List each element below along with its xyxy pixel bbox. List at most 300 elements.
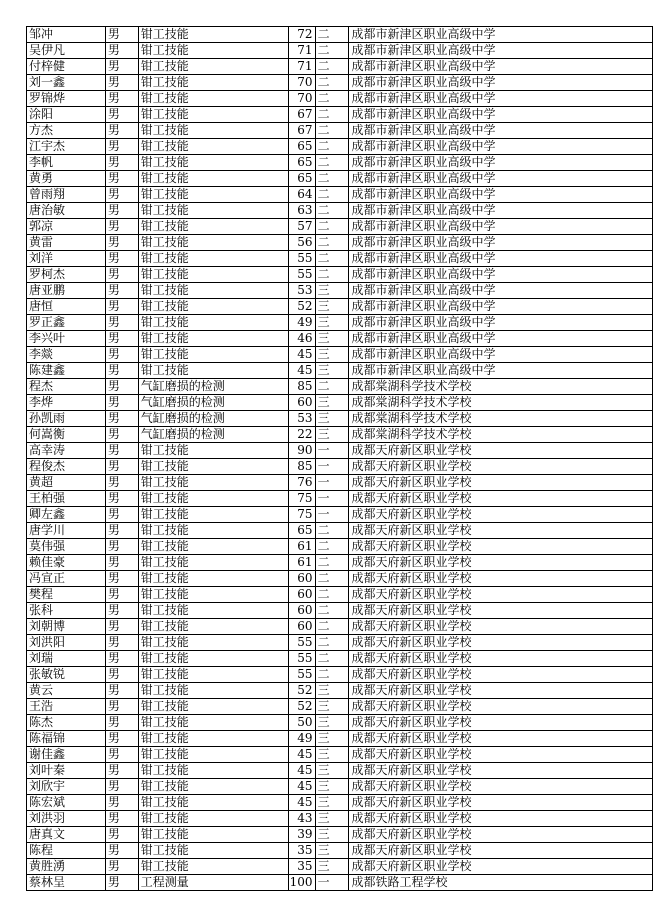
event-cell: 钳工技能 — [138, 571, 288, 587]
award-cell: 三 — [315, 715, 349, 731]
gender-cell: 男 — [105, 43, 138, 59]
event-cell: 钳工技能 — [138, 299, 288, 315]
award-cell: 二 — [315, 123, 349, 139]
table-row — [27, 139, 653, 155]
gender-cell: 男 — [105, 411, 138, 427]
school-cell: 成都天府新区职业学校 — [349, 475, 653, 491]
event-cell: 钳工技能 — [138, 827, 288, 843]
name-cell: 罗柯杰 — [27, 267, 106, 283]
table-row — [27, 203, 653, 219]
event-cell: 钳工技能 — [138, 91, 288, 107]
name-cell: 何嵩衡 — [27, 427, 106, 443]
gender-cell: 男 — [105, 475, 138, 491]
score-cell: 75 — [288, 491, 315, 507]
event-cell: 钳工技能 — [138, 507, 288, 523]
gender-cell: 男 — [105, 843, 138, 859]
score-cell: 43 — [288, 811, 315, 827]
school-cell: 成都市新津区职业高级中学 — [349, 347, 653, 363]
name-cell: 刘洪羽 — [27, 811, 106, 827]
name-cell: 刘洪阳 — [27, 635, 106, 651]
score-cell: 61 — [288, 555, 315, 571]
name-cell: 刘叶秦 — [27, 763, 106, 779]
gender-cell: 男 — [105, 651, 138, 667]
name-cell: 邹冲 — [27, 27, 106, 43]
gender-cell: 男 — [105, 155, 138, 171]
gender-cell: 男 — [105, 171, 138, 187]
name-cell: 王浩 — [27, 699, 106, 715]
table-row — [27, 411, 653, 427]
name-cell: 罗正鑫 — [27, 315, 106, 331]
award-cell: 三 — [315, 299, 349, 315]
gender-cell: 男 — [105, 91, 138, 107]
table-row — [27, 763, 653, 779]
event-cell: 钳工技能 — [138, 603, 288, 619]
score-cell: 50 — [288, 715, 315, 731]
score-cell: 64 — [288, 187, 315, 203]
gender-cell: 男 — [105, 299, 138, 315]
school-cell: 成都天府新区职业学校 — [349, 635, 653, 651]
table-row — [27, 107, 653, 123]
event-cell: 钳工技能 — [138, 619, 288, 635]
event-cell: 钳工技能 — [138, 523, 288, 539]
event-cell: 钳工技能 — [138, 555, 288, 571]
event-cell: 钳工技能 — [138, 235, 288, 251]
gender-cell: 男 — [105, 203, 138, 219]
award-cell: 三 — [315, 747, 349, 763]
table-row — [27, 59, 653, 75]
award-cell: 三 — [315, 427, 349, 443]
table-row — [27, 635, 653, 651]
score-cell: 75 — [288, 507, 315, 523]
score-cell: 71 — [288, 59, 315, 75]
gender-cell: 男 — [105, 539, 138, 555]
name-cell: 黄雷 — [27, 235, 106, 251]
gender-cell: 男 — [105, 507, 138, 523]
event-cell: 钳工技能 — [138, 123, 288, 139]
score-cell: 61 — [288, 539, 315, 555]
name-cell: 曾雨翔 — [27, 187, 106, 203]
score-cell: 46 — [288, 331, 315, 347]
event-cell: 钳工技能 — [138, 635, 288, 651]
award-cell: 二 — [315, 75, 349, 91]
event-cell: 钳工技能 — [138, 715, 288, 731]
score-cell: 35 — [288, 859, 315, 875]
gender-cell: 男 — [105, 363, 138, 379]
award-cell: 三 — [315, 363, 349, 379]
score-cell: 49 — [288, 731, 315, 747]
name-cell: 涂阳 — [27, 107, 106, 123]
name-cell: 冯宣正 — [27, 571, 106, 587]
event-cell: 钳工技能 — [138, 267, 288, 283]
award-cell: 二 — [315, 587, 349, 603]
gender-cell: 男 — [105, 443, 138, 459]
event-cell: 钳工技能 — [138, 491, 288, 507]
table-row — [27, 811, 653, 827]
school-cell: 成都天府新区职业学校 — [349, 763, 653, 779]
table-row — [27, 427, 653, 443]
award-cell: 三 — [315, 347, 349, 363]
table-row — [27, 43, 653, 59]
event-cell: 钳工技能 — [138, 811, 288, 827]
score-cell: 56 — [288, 235, 315, 251]
name-cell: 黄胜湧 — [27, 859, 106, 875]
gender-cell: 男 — [105, 635, 138, 651]
table-row — [27, 539, 653, 555]
gender-cell: 男 — [105, 427, 138, 443]
gender-cell: 男 — [105, 523, 138, 539]
gender-cell: 男 — [105, 827, 138, 843]
name-cell: 陈宏斌 — [27, 795, 106, 811]
gender-cell: 男 — [105, 859, 138, 875]
event-cell: 钳工技能 — [138, 763, 288, 779]
award-cell: 二 — [315, 107, 349, 123]
event-cell: 钳工技能 — [138, 347, 288, 363]
school-cell: 成都天府新区职业学校 — [349, 539, 653, 555]
table-row — [27, 91, 653, 107]
score-cell: 70 — [288, 91, 315, 107]
name-cell: 陈建鑫 — [27, 363, 106, 379]
school-cell: 成都天府新区职业学校 — [349, 667, 653, 683]
award-cell: 二 — [315, 619, 349, 635]
score-cell: 45 — [288, 363, 315, 379]
school-cell: 成都市新津区职业高级中学 — [349, 251, 653, 267]
name-cell: 孙凯雨 — [27, 411, 106, 427]
name-cell: 李兴叶 — [27, 331, 106, 347]
event-cell: 气缸磨损的检测 — [138, 395, 288, 411]
school-cell: 成都市新津区职业高级中学 — [349, 283, 653, 299]
name-cell: 刘欣宇 — [27, 779, 106, 795]
table-row — [27, 347, 653, 363]
award-cell: 三 — [315, 827, 349, 843]
event-cell: 钳工技能 — [138, 203, 288, 219]
award-cell: 三 — [315, 283, 349, 299]
school-cell: 成都天府新区职业学校 — [349, 811, 653, 827]
school-cell: 成都天府新区职业学校 — [349, 795, 653, 811]
award-cell: 一 — [315, 507, 349, 523]
table-row — [27, 667, 653, 683]
table-row — [27, 267, 653, 283]
school-cell: 成都天府新区职业学校 — [349, 491, 653, 507]
name-cell: 赖佳豪 — [27, 555, 106, 571]
gender-cell: 男 — [105, 379, 138, 395]
table-row — [27, 715, 653, 731]
school-cell: 成都天府新区职业学校 — [349, 523, 653, 539]
score-cell: 55 — [288, 667, 315, 683]
event-cell: 气缸磨损的检测 — [138, 427, 288, 443]
event-cell: 钳工技能 — [138, 315, 288, 331]
gender-cell: 男 — [105, 235, 138, 251]
name-cell: 王柏强 — [27, 491, 106, 507]
gender-cell: 男 — [105, 667, 138, 683]
gender-cell: 男 — [105, 683, 138, 699]
school-cell: 成都天府新区职业学校 — [349, 683, 653, 699]
name-cell: 刘一鑫 — [27, 75, 106, 91]
name-cell: 程俊杰 — [27, 459, 106, 475]
gender-cell: 男 — [105, 491, 138, 507]
score-cell: 71 — [288, 43, 315, 59]
award-cell: 二 — [315, 635, 349, 651]
score-cell: 53 — [288, 411, 315, 427]
gender-cell: 男 — [105, 267, 138, 283]
event-cell: 钳工技能 — [138, 779, 288, 795]
name-cell: 莫伟强 — [27, 539, 106, 555]
score-cell: 35 — [288, 843, 315, 859]
name-cell: 陈程 — [27, 843, 106, 859]
event-cell: 工程测量 — [138, 875, 288, 891]
score-cell: 45 — [288, 763, 315, 779]
school-cell: 成都市新津区职业高级中学 — [349, 91, 653, 107]
award-cell: 二 — [315, 203, 349, 219]
award-cell: 一 — [315, 459, 349, 475]
school-cell: 成都天府新区职业学校 — [349, 443, 653, 459]
award-cell: 一 — [315, 475, 349, 491]
table-row — [27, 123, 653, 139]
event-cell: 钳工技能 — [138, 747, 288, 763]
school-cell: 成都市新津区职业高级中学 — [349, 299, 653, 315]
event-cell: 钳工技能 — [138, 155, 288, 171]
score-cell: 52 — [288, 299, 315, 315]
score-cell: 65 — [288, 155, 315, 171]
school-cell: 成都棠湖科学技术学校 — [349, 395, 653, 411]
award-cell: 二 — [315, 139, 349, 155]
table-row — [27, 555, 653, 571]
gender-cell: 男 — [105, 731, 138, 747]
gender-cell: 男 — [105, 555, 138, 571]
table-row — [27, 155, 653, 171]
name-cell: 陈杰 — [27, 715, 106, 731]
score-cell: 76 — [288, 475, 315, 491]
award-cell: 三 — [315, 843, 349, 859]
school-cell: 成都棠湖科学技术学校 — [349, 379, 653, 395]
score-cell: 22 — [288, 427, 315, 443]
school-cell: 成都市新津区职业高级中学 — [349, 171, 653, 187]
name-cell: 唐治敏 — [27, 203, 106, 219]
name-cell: 刘瑞 — [27, 651, 106, 667]
gender-cell: 男 — [105, 27, 138, 43]
award-cell: 三 — [315, 395, 349, 411]
score-cell: 55 — [288, 251, 315, 267]
award-cell: 二 — [315, 59, 349, 75]
score-cell: 60 — [288, 587, 315, 603]
school-cell: 成都天府新区职业学校 — [349, 843, 653, 859]
name-cell: 刘朝博 — [27, 619, 106, 635]
name-cell: 郭凉 — [27, 219, 106, 235]
school-cell: 成都天府新区职业学校 — [349, 507, 653, 523]
score-cell: 85 — [288, 379, 315, 395]
name-cell: 李燚 — [27, 347, 106, 363]
gender-cell: 男 — [105, 459, 138, 475]
table-row — [27, 315, 653, 331]
gender-cell: 男 — [105, 779, 138, 795]
score-cell: 60 — [288, 619, 315, 635]
award-cell: 二 — [315, 667, 349, 683]
gender-cell: 男 — [105, 331, 138, 347]
score-cell: 60 — [288, 395, 315, 411]
award-cell: 二 — [315, 603, 349, 619]
school-cell: 成都市新津区职业高级中学 — [349, 363, 653, 379]
name-cell: 吴伊凡 — [27, 43, 106, 59]
table-row — [27, 459, 653, 475]
school-cell: 成都天府新区职业学校 — [349, 827, 653, 843]
gender-cell: 男 — [105, 59, 138, 75]
score-cell: 45 — [288, 795, 315, 811]
event-cell: 钳工技能 — [138, 363, 288, 379]
table-row — [27, 395, 653, 411]
event-cell: 气缸磨损的检测 — [138, 379, 288, 395]
school-cell: 成都市新津区职业高级中学 — [349, 315, 653, 331]
table-row — [27, 475, 653, 491]
award-cell: 二 — [315, 379, 349, 395]
event-cell: 钳工技能 — [138, 683, 288, 699]
table-row — [27, 363, 653, 379]
name-cell: 张敏锐 — [27, 667, 106, 683]
award-cell: 二 — [315, 219, 349, 235]
gender-cell: 男 — [105, 139, 138, 155]
table-row — [27, 251, 653, 267]
award-cell: 二 — [315, 27, 349, 43]
table-row — [27, 619, 653, 635]
table-row — [27, 75, 653, 91]
school-cell: 成都天府新区职业学校 — [349, 555, 653, 571]
school-cell: 成都天府新区职业学校 — [349, 571, 653, 587]
award-cell: 三 — [315, 331, 349, 347]
gender-cell: 男 — [105, 699, 138, 715]
school-cell: 成都天府新区职业学校 — [349, 651, 653, 667]
table-row — [27, 379, 653, 395]
award-cell: 三 — [315, 683, 349, 699]
score-cell: 45 — [288, 779, 315, 795]
score-cell: 70 — [288, 75, 315, 91]
table-row — [27, 187, 653, 203]
school-cell: 成都天府新区职业学校 — [349, 779, 653, 795]
gender-cell: 男 — [105, 187, 138, 203]
score-cell: 90 — [288, 443, 315, 459]
award-cell: 三 — [315, 699, 349, 715]
award-cell: 二 — [315, 251, 349, 267]
score-cell: 55 — [288, 635, 315, 651]
award-cell: 三 — [315, 731, 349, 747]
event-cell: 钳工技能 — [138, 731, 288, 747]
award-cell: 三 — [315, 779, 349, 795]
award-cell: 二 — [315, 651, 349, 667]
gender-cell: 男 — [105, 587, 138, 603]
score-cell: 45 — [288, 347, 315, 363]
event-cell: 钳工技能 — [138, 171, 288, 187]
score-cell: 57 — [288, 219, 315, 235]
award-cell: 三 — [315, 411, 349, 427]
event-cell: 钳工技能 — [138, 331, 288, 347]
school-cell: 成都市新津区职业高级中学 — [349, 187, 653, 203]
award-cell: 二 — [315, 187, 349, 203]
name-cell: 唐真文 — [27, 827, 106, 843]
table-row — [27, 859, 653, 875]
school-cell: 成都天府新区职业学校 — [349, 459, 653, 475]
name-cell: 谢佳鑫 — [27, 747, 106, 763]
gender-cell: 男 — [105, 219, 138, 235]
school-cell: 成都天府新区职业学校 — [349, 699, 653, 715]
name-cell: 黄云 — [27, 683, 106, 699]
table-row — [27, 331, 653, 347]
event-cell: 钳工技能 — [138, 443, 288, 459]
school-cell: 成都市新津区职业高级中学 — [349, 331, 653, 347]
name-cell: 付梓健 — [27, 59, 106, 75]
gender-cell: 男 — [105, 795, 138, 811]
award-cell: 三 — [315, 795, 349, 811]
name-cell: 李帆 — [27, 155, 106, 171]
award-cell: 二 — [315, 267, 349, 283]
event-cell: 钳工技能 — [138, 459, 288, 475]
name-cell: 罗锦烨 — [27, 91, 106, 107]
table-row — [27, 731, 653, 747]
gender-cell: 男 — [105, 715, 138, 731]
school-cell: 成都市新津区职业高级中学 — [349, 219, 653, 235]
gender-cell: 男 — [105, 123, 138, 139]
school-cell: 成都天府新区职业学校 — [349, 715, 653, 731]
table-row — [27, 283, 653, 299]
event-cell: 钳工技能 — [138, 59, 288, 75]
award-cell: 二 — [315, 43, 349, 59]
table-row — [27, 827, 653, 843]
name-cell: 高幸涛 — [27, 443, 106, 459]
school-cell: 成都市新津区职业高级中学 — [349, 203, 653, 219]
gender-cell: 男 — [105, 283, 138, 299]
name-cell: 黄勇 — [27, 171, 106, 187]
gender-cell: 男 — [105, 603, 138, 619]
event-cell: 钳工技能 — [138, 475, 288, 491]
table-row — [27, 699, 653, 715]
gender-cell: 男 — [105, 75, 138, 91]
award-cell: 三 — [315, 859, 349, 875]
school-cell: 成都市新津区职业高级中学 — [349, 267, 653, 283]
name-cell: 江宇杰 — [27, 139, 106, 155]
gender-cell: 男 — [105, 571, 138, 587]
school-cell: 成都市新津区职业高级中学 — [349, 43, 653, 59]
award-cell: 一 — [315, 491, 349, 507]
gender-cell: 男 — [105, 619, 138, 635]
school-cell: 成都天府新区职业学校 — [349, 731, 653, 747]
school-cell: 成都市新津区职业高级中学 — [349, 27, 653, 43]
school-cell: 成都天府新区职业学校 — [349, 619, 653, 635]
school-cell: 成都天府新区职业学校 — [349, 603, 653, 619]
table-row — [27, 491, 653, 507]
gender-cell: 男 — [105, 763, 138, 779]
school-cell: 成都天府新区职业学校 — [349, 859, 653, 875]
award-cell: 二 — [315, 571, 349, 587]
award-cell: 一 — [315, 443, 349, 459]
score-cell: 63 — [288, 203, 315, 219]
event-cell: 钳工技能 — [138, 699, 288, 715]
table-row — [27, 219, 653, 235]
school-cell: 成都市新津区职业高级中学 — [349, 59, 653, 75]
gender-cell: 男 — [105, 875, 138, 891]
table-row — [27, 587, 653, 603]
award-cell: 一 — [315, 875, 349, 891]
score-cell: 52 — [288, 683, 315, 699]
score-cell: 67 — [288, 107, 315, 123]
event-cell: 钳工技能 — [138, 187, 288, 203]
table-row — [27, 795, 653, 811]
score-cell: 39 — [288, 827, 315, 843]
school-cell: 成都市新津区职业高级中学 — [349, 107, 653, 123]
award-cell: 二 — [315, 171, 349, 187]
school-cell: 成都铁路工程学校 — [349, 875, 653, 891]
school-cell: 成都天府新区职业学校 — [349, 747, 653, 763]
award-cell: 二 — [315, 555, 349, 571]
event-cell: 钳工技能 — [138, 251, 288, 267]
school-cell: 成都市新津区职业高级中学 — [349, 235, 653, 251]
school-cell: 成都市新津区职业高级中学 — [349, 75, 653, 91]
award-cell: 二 — [315, 91, 349, 107]
